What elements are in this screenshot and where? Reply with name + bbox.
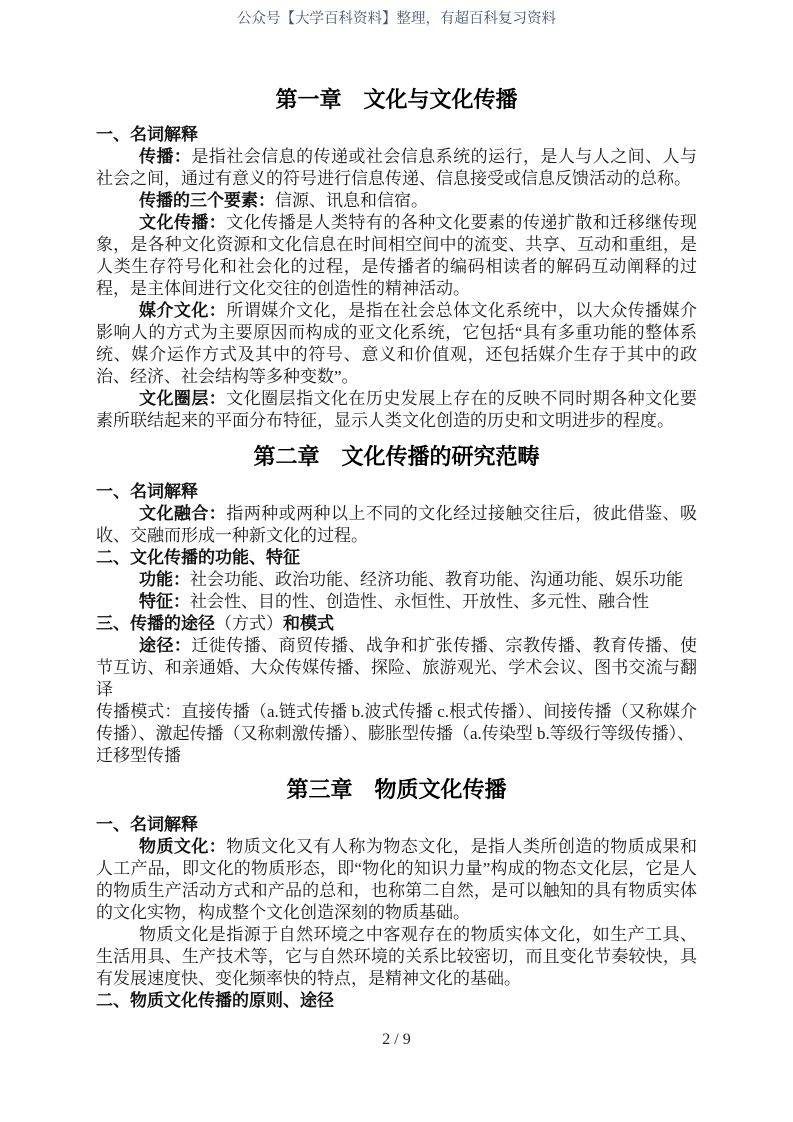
term-label: 文化圈层： xyxy=(139,389,227,408)
definition-text: 信源、讯息和信宿。 xyxy=(275,191,428,210)
definition-text: 指两种或两种以上不同的文化经过接触交往后，彼此借鉴、吸收、交融而形成一种新文化的过程。 xyxy=(96,504,698,545)
definition-paragraph xyxy=(96,146,697,190)
page-number: 2 / 9 xyxy=(382,1031,411,1048)
section-heading: 一、名词解释 xyxy=(96,482,198,501)
section-heading: 二、物质文化传播的原则、途径 xyxy=(96,991,334,1010)
definition-paragraph xyxy=(96,836,697,924)
chapter-2-title: 第二章 文化传播的研究范畴 xyxy=(253,444,540,469)
term-label: 文化传播： xyxy=(139,213,227,232)
document-content xyxy=(0,85,793,1012)
section-heading: 一、名词解释 xyxy=(96,125,198,144)
body-paragraph: 迁移型传播 xyxy=(96,746,181,765)
term-label: 媒介文化： xyxy=(139,301,227,320)
definition-paragraph xyxy=(96,591,697,613)
definition-text: 所谓媒介文化，是指在社会总体文化系统中，以大众传播媒介影响人的方式为主要原因而构成的亚文化系统，它包括“具有多重功能的整体系统、媒介运作方式及其中的符号、意义和价值观，还包括媒介生存于其中的政治、经济、社会结构等多种变数”。 xyxy=(96,301,698,386)
definition-paragraph xyxy=(96,569,697,591)
section-heading xyxy=(96,613,697,635)
definition-text: 社会功能、政治功能、经济功能、教育功能、沟通功能、娱乐功能 xyxy=(190,570,683,589)
definition-text: 社会性、目的性、创造性、永恒性、开放性、多元性、融合性 xyxy=(190,592,649,611)
term-label: 文化融合： xyxy=(139,504,227,523)
term-label: 传播： xyxy=(139,147,192,166)
section-heading-normal: （方式） xyxy=(215,614,283,633)
section-heading-bold: 三、传播的途径 xyxy=(96,614,215,633)
definition-text: 是指社会信息的传递或社会信息系统的运行，是人与人之间、人与社会之间，通过有意义的符号进行信息传递、信息接受或信息反馈活动的总称。 xyxy=(96,147,698,188)
body-paragraph: 物质文化是指源于自然环境之中客观存在的物质实体文化，如生产工具、生活用具、生产技术等，它与自然环境的关系比较密切，而且变化节奏较快，具有发展速度快、变化频率快的特点，是精神文化的基础。 xyxy=(96,925,697,988)
definition-paragraph xyxy=(96,503,697,547)
definition-text: 迁徙传播、商贸传播、战争和扩张传播、宗教传播、教育传播、使节互访、和亲通婚、大众传媒传播、探险、旅游观光、学术会议、图书交流与翻译 xyxy=(96,636,698,699)
definition-text: 物质文化又有人称为物态文化，是指人类所创造的物质成果和人工产品，即文化的物质形态，即“物化的知识力量”构成的物态文化层，它是人的物质生产活动方式和产品的总和，也称第二自然，是可以触知的具有物质实体的文化实物，构成整个文化创造深刻的物质基础。 xyxy=(96,837,698,922)
definition-paragraph xyxy=(96,190,697,212)
section-heading: 一、名词解释 xyxy=(96,815,198,834)
definition-paragraph xyxy=(96,300,697,388)
term-label: 物质文化： xyxy=(139,837,227,856)
section-heading-bold: 和模式 xyxy=(283,614,334,633)
definition-paragraph xyxy=(96,635,697,701)
chapter-1-title: 第一章 文化与文化传播 xyxy=(275,87,518,112)
chapter-3-title: 第三章 物质文化传播 xyxy=(286,777,507,802)
section-heading: 二、文化传播的功能、特征 xyxy=(96,548,300,567)
definition-text: 文化传播是人类特有的各种文化要素的传递扩散和迁移继传现象，是各种文化资源和文化信息在时间相空间中的流变、共享、互动和重组，是人类生存符号化和社会化的过程，是传播者的编码相读者的解码互动阐释的过程，是主体间进行文化交往的创造性的精神活动。 xyxy=(96,213,698,298)
term-label: 传播的三个要素： xyxy=(139,191,275,210)
term-label: 功能： xyxy=(139,570,190,589)
body-paragraph: 传播模式：直接传播（a.链式传播 b.波式传播 c.根式传播）、间接传播（又称媒介传播）、激起传播（又称刺激传播）、膨胀型传播（a.传染型 b.等级行等级传播）、 xyxy=(96,702,697,743)
term-label: 途径： xyxy=(139,636,192,655)
term-label: 特征： xyxy=(139,592,190,611)
definition-paragraph xyxy=(96,212,697,300)
definition-text: 文化圈层指文化在历史发展上存在的反映不同时期各种文化要素所联结起来的平面分布特征，显示人类文化创造的历史和文明进步的程度。 xyxy=(96,389,698,430)
definition-paragraph xyxy=(96,388,697,432)
header-note: 公众号【大学百科资料】整理，有超百科复习资料 xyxy=(237,11,556,27)
